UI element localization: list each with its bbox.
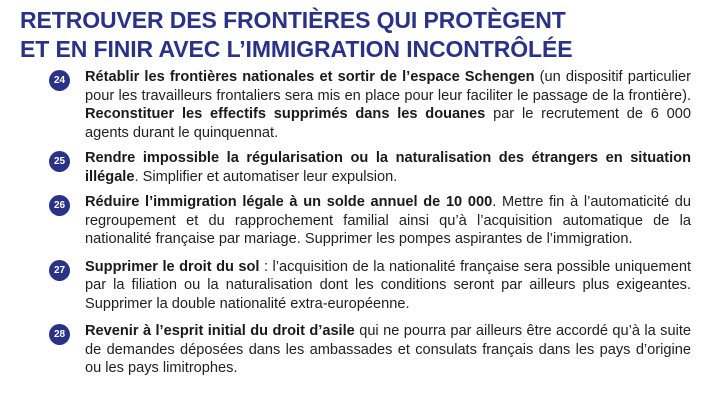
page-title: [20, 6, 710, 64]
proposal-item-26: [49, 193, 691, 249]
proposal-headline: Supprimer le droit du sol: [85, 258, 260, 275]
number-badge: 25: [49, 151, 70, 172]
proposal-item-28: [49, 322, 691, 378]
number-badge: 28: [49, 324, 70, 345]
title-line-1: RETROUVER DES FRONTIÈRES QUI PROTÈGENT: [20, 7, 566, 33]
proposal-headline-secondary: Reconstituer les effectifs supprimés dans les douanes: [85, 106, 486, 122]
proposal-text: [85, 193, 691, 249]
proposal-headline: Rendre impossible la régularisation ou la naturalisation des étrangers en situation illégale: [85, 150, 691, 185]
proposal-body: : l’acquisition de la nationalité française sera possible uniquement par la filiation ou la naturalisation dont les conditions seront par ailleurs plus exigeantes. Supprimer la double nationalité extra-européenne.: [85, 258, 691, 312]
proposal-body-secondary: par le recrutement de 6 000 agents durant le quinquennat.: [85, 106, 691, 141]
proposal-text: [85, 322, 691, 378]
proposal-headline: Rétablir les frontières nationales et sortir de l’espace Schengen: [85, 69, 535, 85]
proposal-item-24: [49, 68, 691, 142]
proposal-text: [85, 258, 691, 314]
number-badge: 26: [49, 195, 70, 216]
proposal-body: (un dispositif particulier pour les travailleurs frontaliers sera mis en place pour leur faciliter le passage de la frontière).: [85, 69, 691, 104]
proposal-item-27: [49, 258, 691, 314]
number-badge: 27: [49, 260, 70, 281]
proposal-text: [85, 149, 691, 186]
proposal-item-25: [49, 149, 691, 186]
number-badge: 24: [49, 70, 70, 91]
proposal-body: . Mettre fin à l’automaticité du regroupement et du rapprochement familial ainsi qu’à l’acquisition automatique de la nationalité française par mariage. Supprimer les pompes aspirantes de l’immigration.: [85, 194, 691, 247]
proposal-headline: Réduire l’immigration légale à un solde annuel de 10 000: [85, 194, 493, 210]
proposal-list: [49, 68, 691, 387]
title-line-2: ET EN FINIR AVEC L’IMMIGRATION INCONTRÔLÉE: [20, 36, 573, 62]
proposal-body: . Simplifier et automatiser leur expulsion.: [134, 168, 398, 185]
proposal-text: [85, 68, 691, 142]
proposal-headline: Revenir à l’esprit initial du droit d’asile: [85, 323, 355, 339]
proposal-body: qui ne pourra par ailleurs être accordé qu’à la suite de demandes déposées dans les ambassades et consulats français dans les pays d’origine ou les pays limitrophes.: [85, 323, 691, 376]
